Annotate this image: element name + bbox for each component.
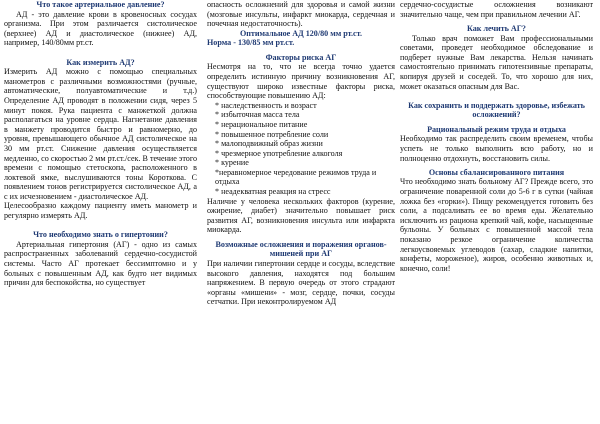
paragraph-complications-frequency: сердечно-сосудистые осложнения возникают значительно чаще, чем при правильном лечении АГ.	[400, 0, 593, 19]
risk-factor-list	[207, 101, 395, 197]
paragraph-target-organs: При наличии гипертонии сердце и сосуды, вследствие высокого давления, находятся под большим напряжением. В первую очередь от этого страдают «органы «мишени» - мозг, сердце, почки, сосуды сетчатки. При неконтролируемом АД	[207, 259, 395, 307]
list-item: * повышенное потребление соли	[215, 129, 329, 139]
heading-balanced-nutrition: Основы сбалансированного питания	[428, 167, 565, 177]
paragraph-complications-danger: опасность осложнений для здоровья и самой жизни (мозговые инсульты, инфаркт миокарда, сердечная и почечная недостаточность).	[207, 0, 395, 29]
list-item: * чрезмерное употребление алкоголя	[215, 148, 343, 158]
paragraph-nutrition: Что необходимо знать больному АГ? Прежде всего, это ограничение поваренной соли до 5-6 г в сутки (чайная ложка без «горки»). Пищу рекомендуется готовить без соли, а подсаливать ее во время еды. Желательно исключить из рациона крепкий чай, кофе, насыщенные бульоны. У больных с повышенной массой тела показано резкое ограничение количества легкоусвояемых углеводов (сахар, сладкие напитки, конфеты, мороженое), жиров, особенно животных и, конечно, соли!	[400, 177, 593, 273]
list-item: * наследственность и возраст	[215, 100, 317, 110]
heading-how-to-treat: Как лечить АГ?	[467, 23, 526, 33]
column-1	[4, 0, 197, 424]
list-item: * малоподвижный образ жизни	[215, 139, 323, 149]
list-item: * нерациональное питание	[215, 119, 308, 129]
paragraph-measure-regularly: Целесообразно каждому пациенту иметь манометр и регулярно измерять АД.	[4, 201, 197, 221]
paragraph-measurement-method: Измерить АД можно с помощью специальных манометров с различными возможностями (ручные, автоматические, полуавтоматические и т.д.) Определение АД проводят в положении сидя, через 5 минут покоя. Рука пациента с манжеткой должна располагаться на уровне сердца. Нагнетание давления в манжету проводится быстро и равномерно, до уровня, превышающего обычное АД систолическое на 30 мм рт.ст. Снижение давления осуществляется медленно, со скоростью 2 мм рт.ст./сек. В течение этого времени с помощью стетоскопа, расположенного в локтевой ямке, выслушиваются тоны Короткова. С появлением тонов регистрируется систолическое АД, а с их исчезновением - диастолическое АД.	[4, 67, 197, 201]
heading-preserve-health: Как сохранить и поддержать здоровье, избежать осложнений?	[408, 100, 585, 120]
paragraph-treatment: Только врач поможет Вам профессиональными советами, проведет необходимое обследование и подберет нужные Вам лекарства. Нельзя начинать самостоятельно принимать гипотензивные препараты, копируя друзей и соседей. То, что хорошо для них, может оказаться опасным для Вас.	[400, 33, 593, 91]
paragraph-hypertension-intro: Артериальная гипертония (АГ) - одно из самых распространенных заболеваний сердечно-сосудистой системы. Часто АГ протекает бессимптомно и у больных с повышенным АД, как будто нет видимых причин для беспокойства, но существует	[4, 239, 197, 288]
optimal-pressure: Оптимальное АД 120/80 мм рт.ст.	[239, 28, 363, 38]
paragraph-pressure-definition: АД - это давление крови в кровеносных сосудах организма. При этом различается систолическое (верхнее) АД и диастолическое (нижнее) АД, например, 140/80мм рт.ст.	[4, 9, 197, 48]
heading-risk-factors: Факторы риска АГ	[265, 52, 337, 62]
column-2	[207, 0, 395, 424]
heading-work-rest: Рациональный режим труда и отдыха	[427, 124, 566, 134]
list-item: *неравномерное чередование режимов труда и отдыха	[215, 167, 377, 187]
heading-what-is-pressure: Что такое артериальное давление?	[36, 0, 165, 9]
paragraph-risk-intro: Несмотря на то, что не всегда точно удается определить истинную причину возникновения АГ, существуют широко известные факторы риска, способствующие повышению АД:	[207, 62, 395, 101]
heading-target-organs: Возможные осложнения и поражения органов-мишеней при АГ	[215, 239, 387, 259]
heading-how-to-measure: Как измерить АД?	[66, 57, 135, 67]
list-item: * неадекватная реакция на стресс	[215, 187, 331, 197]
paragraph-work-rest: Необходимо так распределить своим временем, чтобы успеть не только выполнить всю работу, но и полноценно отдохнуть, восстановить силы.	[400, 134, 593, 163]
heading-about-hypertension: Что необходимо знать о гипертонии?	[33, 230, 168, 240]
paragraph-multiple-factors: Наличие у человека нескольких факторов (курение, ожирение, диабет) значительно повышает риск развития АГ, возникновения инсульта или инфаркта миокарда.	[207, 196, 395, 235]
list-item: * курение	[215, 158, 249, 168]
normal-pressure: Норма - 130/85 мм рт.ст.	[207, 38, 295, 48]
list-item: * избыточная масса тела	[215, 110, 300, 120]
column-3	[400, 0, 593, 424]
